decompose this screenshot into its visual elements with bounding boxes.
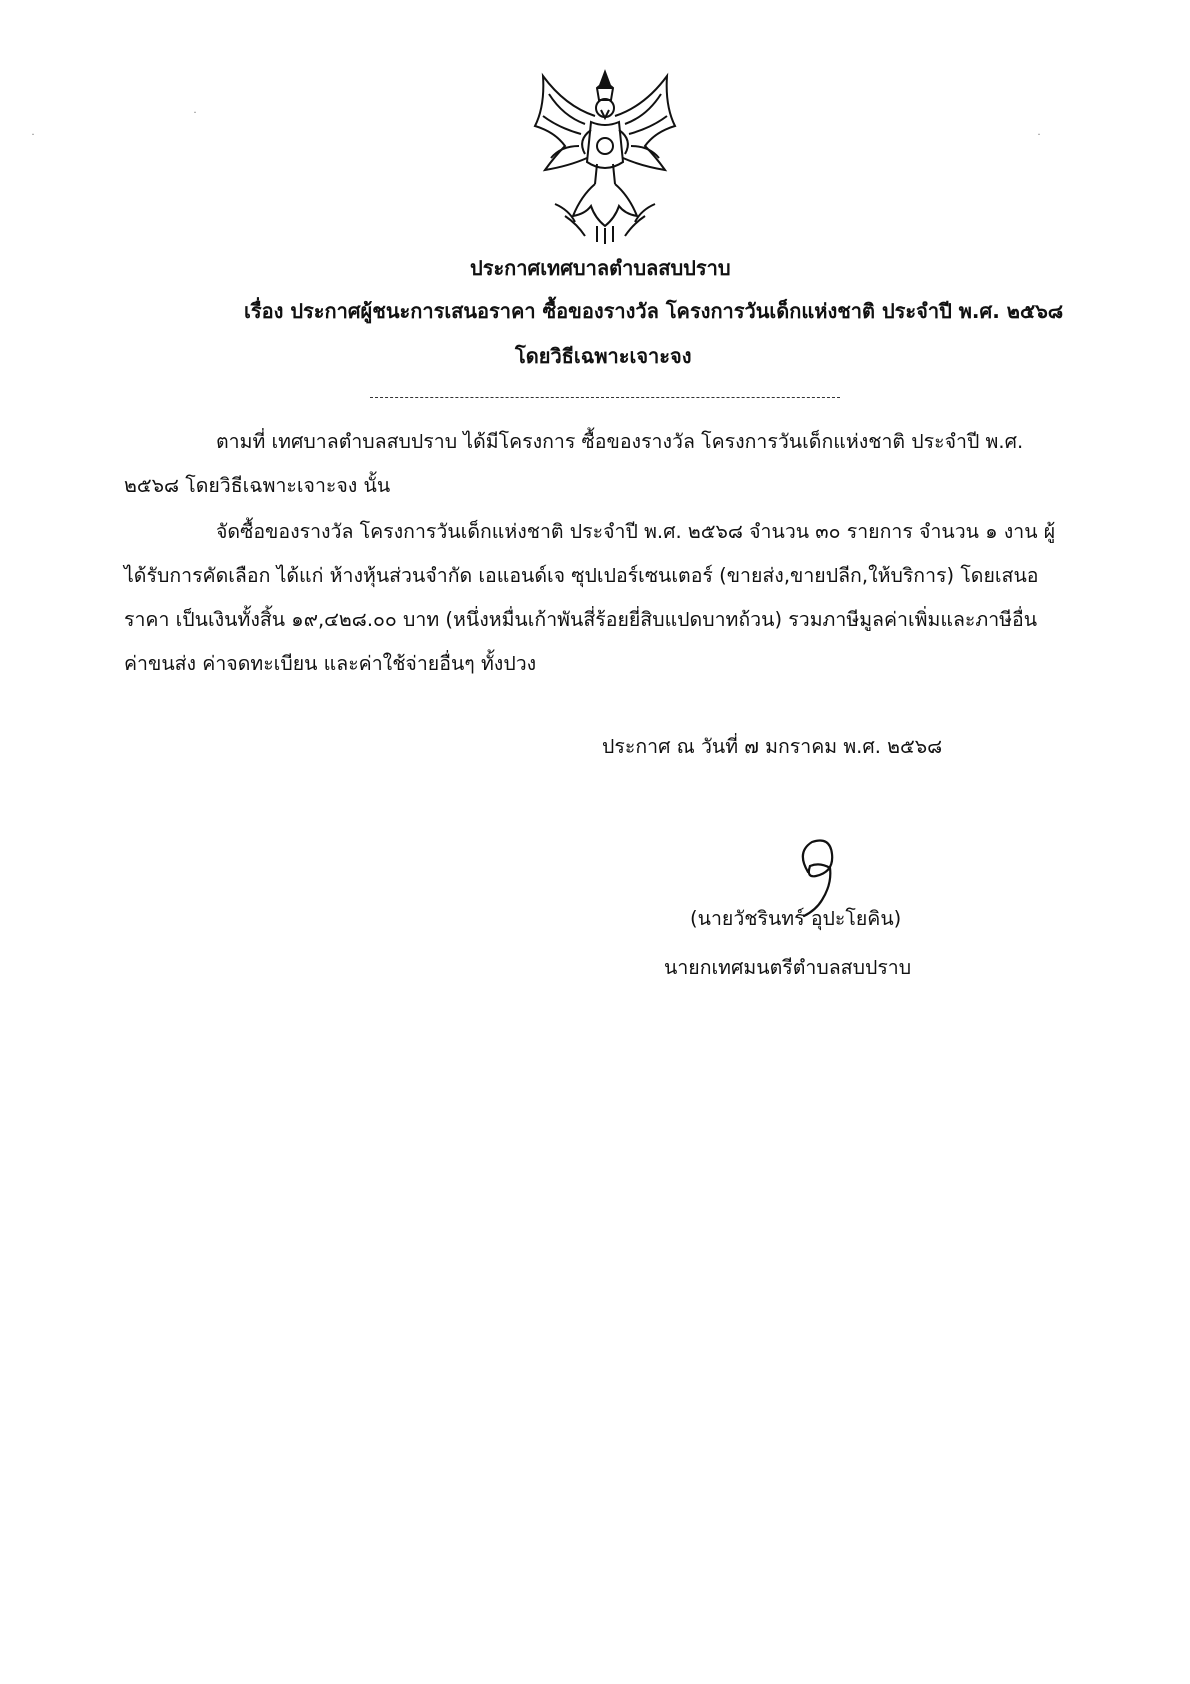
scan-speck: ˙ (1036, 132, 1042, 146)
procurement-method: โดยวิธีเฉพาะเจาะจง (515, 344, 692, 368)
body-paragraph-1-text: ตามที่ เทศบาลตำบลสบปราบ ได้มีโครงการ ซื้อของรางวัล โครงการวันเด็กแห่งชาติ ประจำปี พ.ศ. ๒๕๖๘ โดยวิธีเฉพาะเจาะจง นั้น (124, 430, 1024, 497)
body-paragraph-1 (124, 420, 1059, 508)
scan-speck: ˙ (30, 132, 36, 146)
garuda-emblem-icon (525, 66, 685, 246)
body-paragraph-2-text: จัดซื้อของรางวัล โครงการวันเด็กแห่งชาติ ประจำปี พ.ศ. ๒๕๖๘ จำนวน ๓๐ รายการ จำนวน ๑ งาน ผู้ได้รับการคัดเลือก ได้แก่ ห้างหุ้นส่วนจำกัด เอแอนด์เจ ซุปเปอร์เซนเตอร์ (ขายส่ง,ขายปลีก,ให้บริการ) โดยเสนอราคา เป็นเงินทั้งสิ้น ๑๙,๔๒๘.๐๐ บาท (หนึ่งหมื่นเก้าพันสี่ร้อยยี่สิบแปดบาทถ้วน) รวมภาษีมูลค่าเพิ่มและภาษีอื่น ค่าขนส่ง ค่าจดทะเบียน และค่าใช้จ่ายอื่นๆ ทั้งปวง (124, 520, 1056, 675)
scan-speck: ˙ (192, 110, 198, 124)
divider-line (370, 397, 840, 398)
announcement-issuer: ประกาศเทศบาลตำบลสบปราบ (470, 256, 731, 280)
body-paragraph-2 (124, 510, 1059, 686)
signer-name: (นายวัชรินทร์ อุปะโยคิน) (690, 907, 902, 930)
signer-position: นายกเทศมนตรีตำบลสบปราบ (664, 956, 912, 979)
announcement-date: ประกาศ ณ วันที่ ๗ มกราคม พ.ศ. ๒๕๖๘ (602, 735, 943, 758)
announcement-subject: เรื่อง ประกาศผู้ชนะการเสนอราคา ซื้อของรางวัล โครงการวันเด็กแห่งชาติ ประจำปี พ.ศ. ๒๕๖๘ (244, 299, 1064, 323)
